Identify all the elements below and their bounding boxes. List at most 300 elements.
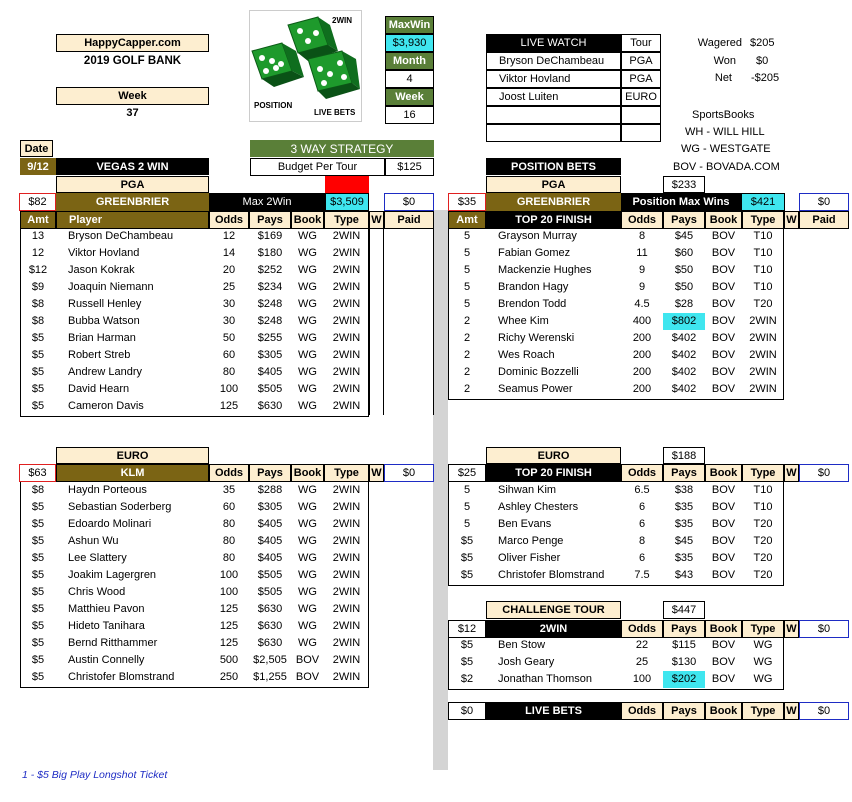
cell-type: T10 — [753, 264, 773, 276]
cell-amt: 5 — [463, 281, 471, 293]
cell-pays: $169 — [257, 230, 283, 242]
player-name: Jason Kokrak — [68, 264, 135, 276]
cell-w[interactable] — [369, 296, 384, 313]
cell-amt: $5 — [460, 639, 474, 651]
col-header-odds: Odds — [621, 702, 663, 720]
cell-type: T10 — [753, 247, 773, 259]
col-header-odds: Odds — [209, 464, 249, 482]
cell-odds: 6 — [638, 518, 646, 530]
cell-type: 2WIN — [332, 264, 361, 276]
cell-amt: $5 — [31, 586, 45, 598]
cell-type: T10 — [753, 484, 773, 496]
cell-amt: $8 — [31, 315, 45, 327]
col-header-w: W — [784, 620, 799, 638]
player-name: Mackenzie Hughes — [498, 264, 592, 276]
live-bets-paid-total: $0 — [799, 702, 849, 720]
cell-book: BOV — [711, 535, 736, 547]
cell-paid[interactable] — [384, 228, 434, 245]
cell-amt: $5 — [31, 654, 45, 666]
col-header-type: Type — [742, 620, 784, 638]
cell-pays: $45 — [674, 535, 694, 547]
dice-label-2win: 2WIN — [332, 16, 352, 25]
player-name: Lee Slattery — [68, 552, 127, 564]
cell-pays: $115 — [672, 639, 696, 651]
cell-pays: $288 — [257, 484, 283, 496]
cell-book: BOV — [711, 383, 736, 395]
cell-odds: 9 — [638, 264, 646, 276]
cell-odds: 20 — [222, 264, 236, 276]
cell-amt: $5 — [460, 535, 474, 547]
player-name: Brian Harman — [68, 332, 136, 344]
cell-amt: 2 — [463, 366, 471, 378]
cell-book: BOV — [711, 639, 736, 651]
col-header-w: W — [369, 211, 384, 229]
cell-w[interactable] — [369, 364, 384, 381]
cell-pays: $130 — [671, 656, 697, 668]
pga-position-tour-total: $233 — [663, 176, 705, 193]
col-header-paid: Paid — [799, 211, 849, 229]
strategy-title: 3 WAY STRATEGY — [250, 140, 434, 157]
cell-book: WG — [298, 383, 317, 395]
cell-type: 2WIN — [749, 332, 777, 344]
cell-odds: 60 — [222, 349, 236, 361]
player-name: Hideto Tanihara — [68, 620, 145, 632]
euro-position-tour: EURO — [486, 447, 621, 464]
cell-book: WG — [298, 366, 317, 378]
cell-pays: $630 — [257, 620, 283, 632]
cell-book: WG — [298, 535, 317, 547]
maxwin-week-label: Week — [385, 88, 434, 106]
cell-book: WG — [298, 298, 317, 310]
col-header-w: W — [784, 464, 799, 482]
cell-amt: 13 — [31, 230, 45, 242]
cell-book: WG — [298, 349, 317, 361]
cell-book: BOV — [711, 298, 736, 310]
cell-paid[interactable] — [384, 381, 434, 398]
cell-pays: $2,505 — [253, 654, 287, 666]
player-name: Marco Penge — [498, 535, 564, 547]
cell-odds: 100 — [219, 586, 239, 598]
cell-amt: $5 — [31, 552, 45, 564]
net-label: Net — [714, 72, 732, 84]
cell-book: BOV — [295, 654, 320, 666]
player-name: Christofer Blomstrand — [498, 569, 605, 581]
cell-pays: $305 — [257, 349, 283, 361]
cell-paid[interactable] — [384, 262, 434, 279]
live-watch-player — [486, 124, 621, 142]
footnote: 1 - $5 Big Play Longshot Ticket — [22, 769, 168, 781]
cell-type: T20 — [753, 298, 773, 310]
cell-book: WG — [298, 247, 317, 259]
cell-amt: $5 — [460, 552, 474, 564]
cell-w[interactable] — [369, 262, 384, 279]
player-name: Seamus Power — [498, 383, 573, 395]
cell-type: 2WIN — [332, 654, 361, 666]
cell-pays: $802 — [663, 313, 705, 330]
cell-type: 2WIN — [332, 586, 361, 598]
cell-book: BOV — [711, 656, 736, 668]
cell-odds: 100 — [219, 569, 239, 581]
wagered-label: Wagered — [697, 37, 742, 49]
cell-type: 2WIN — [749, 383, 777, 395]
player-name: Ashley Chesters — [498, 501, 579, 513]
cell-w[interactable] — [369, 228, 384, 245]
euro-position-total: $25 — [448, 464, 486, 482]
cell-w[interactable] — [369, 279, 384, 296]
cell-type: WG — [753, 656, 773, 668]
maxwin-week-value: 16 — [385, 106, 434, 124]
cell-odds: 250 — [219, 671, 239, 683]
cell-book: BOV — [711, 247, 736, 259]
cell-type: 2WIN — [332, 281, 361, 293]
cell-amt: 2 — [463, 332, 471, 344]
cell-type: 2WIN — [332, 671, 361, 683]
player-name: Russell Henley — [68, 298, 142, 310]
cell-odds: 6 — [638, 552, 646, 564]
cell-odds: 14 — [222, 247, 236, 259]
player-name: Bernd Ritthammer — [68, 637, 158, 649]
cell-book: WG — [298, 281, 317, 293]
player-name: Josh Geary — [498, 656, 555, 668]
euro-position-paid-total: $0 — [799, 464, 849, 482]
cell-amt: 12 — [31, 247, 45, 259]
cell-pays: $402 — [671, 332, 697, 344]
cell-type: T20 — [753, 569, 773, 581]
col-header-type: Type — [742, 702, 784, 720]
cell-book: WG — [298, 586, 317, 598]
player-name: Chris Wood — [68, 586, 126, 598]
cell-paid[interactable] — [384, 347, 434, 364]
col-header-odds: Odds — [621, 211, 663, 229]
cell-amt: $5 — [31, 603, 45, 615]
cell-pays: $35 — [674, 518, 694, 530]
player-name: Andrew Landry — [68, 366, 142, 378]
cell-odds: 25 — [635, 656, 649, 668]
cell-type: 2WIN — [749, 315, 777, 327]
cell-type: 2WIN — [749, 366, 777, 378]
section-subheader: TOP 20 FINISH — [486, 464, 621, 482]
player-name: Viktor Hovland — [68, 247, 140, 259]
cell-amt: $8 — [31, 484, 45, 496]
col-header-pays: Pays — [249, 211, 291, 229]
cell-type: T10 — [753, 501, 773, 513]
euro-tour-label: EURO — [56, 447, 209, 464]
cell-pays: $630 — [257, 637, 283, 649]
col-header-book: Book — [291, 211, 324, 229]
die-icon — [252, 43, 304, 87]
cell-amt: $5 — [31, 501, 45, 513]
cell-book: WG — [298, 230, 317, 242]
cell-type: 2WIN — [332, 349, 361, 361]
cell-odds: 125 — [219, 603, 239, 615]
col-header-amt: Amt — [448, 211, 486, 229]
cell-amt: $5 — [31, 332, 45, 344]
sportsbook-wg: WG - WESTGATE — [681, 143, 771, 155]
sportsbooks-title: SportsBooks — [692, 109, 755, 121]
cell-pays: $60 — [674, 247, 694, 259]
cell-odds: 50 — [222, 332, 236, 344]
cell-amt: 2 — [463, 383, 471, 395]
player-name: Richy Werenski — [498, 332, 575, 344]
live-watch-tour — [621, 124, 661, 142]
challenge-tour-total: $447 — [663, 601, 705, 619]
player-name: Edoardo Molinari — [68, 518, 152, 530]
cell-pays: $50 — [674, 264, 694, 276]
cell-type: 2WIN — [332, 400, 361, 412]
cell-paid[interactable] — [384, 279, 434, 296]
live-watch-tour: PGA — [621, 52, 661, 70]
col-header-pays: Pays — [663, 702, 705, 720]
cell-book: WG — [298, 552, 317, 564]
cell-book: BOV — [711, 264, 736, 276]
cell-amt: 5 — [463, 518, 471, 530]
dice-label-live: LIVE BETS — [314, 108, 356, 117]
cell-book: WG — [298, 603, 317, 615]
cell-odds: 6 — [638, 501, 646, 513]
player-name: Whee Kim — [498, 315, 549, 327]
budget-label: Budget Per Tour — [250, 158, 385, 176]
cell-odds: 8 — [638, 230, 646, 242]
cell-odds: 6.5 — [634, 484, 650, 496]
cell-amt: 5 — [463, 230, 471, 242]
player-name: Ben Evans — [498, 518, 552, 530]
cell-pays: $202 — [663, 671, 705, 688]
cell-book: BOV — [711, 552, 736, 564]
cell-book: WG — [298, 569, 317, 581]
cell-pays: $630 — [257, 603, 283, 615]
cell-type: 2WIN — [332, 603, 361, 615]
cell-odds: 4.5 — [634, 298, 650, 310]
player-name: Christofer Blomstrand — [68, 671, 175, 683]
player-name: Jonathan Thomson — [498, 673, 592, 685]
col-header-book: Book — [705, 464, 742, 482]
player-name: Brandon Hagy — [498, 281, 569, 293]
cell-odds: 22 — [635, 639, 649, 651]
cell-book: BOV — [711, 281, 736, 293]
cell-type: 2WIN — [332, 620, 361, 632]
cell-type: 2WIN — [332, 501, 361, 513]
challenge-paid-total: $0 — [799, 620, 849, 638]
cell-book: WG — [298, 400, 317, 412]
col-header-book: Book — [705, 211, 742, 229]
cell-pays: $248 — [257, 298, 283, 310]
wagered-value: $205 — [750, 37, 775, 49]
player-name: Wes Roach — [498, 349, 555, 361]
col-header-book: Book — [291, 464, 324, 482]
cell-type: WG — [753, 639, 773, 651]
cell-pays: $234 — [257, 281, 283, 293]
cell-odds: 12 — [222, 230, 236, 242]
col-header-odds: Odds — [209, 211, 249, 229]
live-watch-tour — [621, 106, 661, 124]
cell-odds: 200 — [632, 366, 652, 378]
live-watch-player: Bryson DeChambeau — [486, 52, 621, 70]
player-name: David Hearn — [68, 383, 130, 395]
maxwin-value: $3,930 — [385, 34, 434, 52]
cell-pays: $248 — [257, 315, 283, 327]
cell-w[interactable] — [369, 313, 384, 330]
vegas-title: VEGAS 2 WIN — [56, 158, 209, 175]
col-header-paid: Paid — [384, 211, 434, 229]
col-header-type: Type — [742, 464, 784, 482]
cell-odds: 100 — [632, 673, 652, 685]
cell-pays: $28 — [674, 298, 694, 310]
cell-pays: $35 — [674, 501, 694, 513]
col-header-book: Book — [705, 702, 742, 720]
player-name: Matthieu Pavon — [68, 603, 145, 615]
cell-paid[interactable] — [384, 245, 434, 262]
pga-2win-event: GREENBRIER — [56, 193, 209, 211]
col-header-w: W — [784, 702, 799, 720]
cell-odds: 35 — [222, 484, 236, 496]
cell-type: 2WIN — [332, 383, 361, 395]
cell-type: T20 — [753, 552, 773, 564]
cell-book: WG — [298, 484, 317, 496]
player-name: Grayson Murray — [498, 230, 577, 242]
player-name: Sihwan Kim — [498, 484, 557, 496]
cell-pays: $38 — [674, 484, 694, 496]
player-name: Ashun Wu — [68, 535, 119, 547]
cell-odds: 80 — [222, 518, 236, 530]
cell-type: 2WIN — [332, 247, 361, 259]
cell-odds: 8 — [638, 535, 646, 547]
cell-type: 2WIN — [332, 637, 361, 649]
cell-book: BOV — [295, 671, 320, 683]
col-header-w: W — [784, 211, 799, 229]
player-name: Haydn Porteous — [68, 484, 147, 496]
cell-amt: $5 — [31, 535, 45, 547]
cell-book: BOV — [711, 518, 736, 530]
cell-pays: $50 — [674, 281, 694, 293]
cell-amt: $5 — [31, 518, 45, 530]
cell-amt: 5 — [463, 298, 471, 310]
cell-type: 2WIN — [332, 298, 361, 310]
cell-w[interactable] — [369, 347, 384, 364]
cell-pays: $405 — [257, 535, 283, 547]
cell-pays: $1,255 — [253, 671, 287, 683]
cell-amt: $5 — [31, 383, 45, 395]
cell-paid[interactable] — [384, 398, 434, 415]
cell-type: 2WIN — [332, 552, 361, 564]
cell-amt: $5 — [31, 400, 45, 412]
player-name: Fabian Gomez — [498, 247, 571, 259]
player-name: Brendon Todd — [498, 298, 567, 310]
pga-max-value: $3,509 — [325, 193, 369, 211]
challenge-total: $12 — [448, 620, 486, 638]
cell-odds: 500 — [219, 654, 239, 666]
section-subheader: 2WIN — [486, 620, 621, 638]
pga-2win-total: $82 — [19, 193, 56, 211]
cell-paid[interactable] — [384, 296, 434, 313]
cell-amt: 5 — [463, 264, 471, 276]
live-watch-header: LIVE WATCH — [486, 34, 621, 52]
cell-book: BOV — [711, 349, 736, 361]
cell-book: WG — [298, 518, 317, 530]
sportsbook-wh: WH - WILL HILL — [685, 126, 765, 138]
cell-odds: 80 — [222, 535, 236, 547]
cell-type: 2WIN — [332, 518, 361, 530]
live-watch-tour-header: Tour — [621, 34, 661, 52]
col-header-player: Player — [56, 211, 209, 229]
cell-amt: $5 — [460, 569, 474, 581]
column-divider — [433, 210, 448, 770]
cell-amt: $5 — [31, 671, 45, 683]
player-name: Joakim Lagergren — [68, 569, 157, 581]
cell-pays: $405 — [257, 366, 283, 378]
live-bets-title: LIVE BETS — [486, 702, 621, 720]
cell-paid[interactable] — [384, 313, 434, 330]
player-name: Dominic Bozzelli — [498, 366, 579, 378]
position-title: POSITION BETS — [486, 158, 621, 175]
cell-type: 2WIN — [332, 230, 361, 242]
col-header-odds: Odds — [621, 464, 663, 482]
cell-book: BOV — [711, 484, 736, 496]
cell-w[interactable] — [369, 330, 384, 347]
die-icon — [308, 51, 360, 99]
red-flag-cell — [325, 176, 369, 194]
col-header-pays: Pays — [249, 464, 291, 482]
euro-2win-total: $63 — [19, 464, 56, 482]
player-name: Bubba Watson — [68, 315, 140, 327]
player-name: Joaquin Niemann — [68, 281, 154, 293]
cell-amt: $5 — [460, 656, 474, 668]
cell-book: BOV — [711, 366, 736, 378]
cell-w[interactable] — [369, 381, 384, 398]
cell-book: BOV — [711, 673, 736, 685]
cell-amt: $8 — [31, 298, 45, 310]
section-subheader: TOP 20 FINISH — [486, 211, 621, 229]
cell-paid[interactable] — [384, 364, 434, 381]
cell-pays: $255 — [257, 332, 283, 344]
cell-paid[interactable] — [384, 330, 434, 347]
cell-odds: 125 — [219, 637, 239, 649]
cell-amt: $5 — [31, 620, 45, 632]
month-label: Month — [385, 52, 434, 70]
cell-w[interactable] — [369, 398, 384, 415]
cell-amt: $5 — [31, 637, 45, 649]
cell-odds: 200 — [632, 349, 652, 361]
col-header-pays: Pays — [663, 211, 705, 229]
col-header-type: Type — [742, 211, 784, 229]
cell-odds: 100 — [219, 383, 239, 395]
live-watch-player: Viktor Hovland — [486, 70, 621, 88]
cell-pays: $505 — [257, 586, 283, 598]
cell-type: 2WIN — [332, 535, 361, 547]
cell-book: BOV — [711, 569, 736, 581]
col-header-w: W — [369, 464, 384, 482]
cell-odds: 11 — [636, 247, 648, 259]
cell-type: T20 — [753, 535, 773, 547]
pga-position-total: $35 — [448, 193, 486, 211]
cell-odds: 125 — [219, 400, 239, 412]
cell-book: WG — [298, 620, 317, 632]
cell-w[interactable] — [369, 245, 384, 262]
cell-odds: 25 — [222, 281, 236, 293]
col-header-type: Type — [324, 211, 369, 229]
player-name: Oliver Fisher — [498, 552, 561, 564]
cell-book: BOV — [711, 501, 736, 513]
cell-book: WG — [298, 332, 317, 344]
brand-label: HappyCapper.com — [56, 34, 209, 52]
position-max-value: $421 — [741, 193, 785, 211]
dice-label-position: POSITION — [254, 101, 293, 110]
maxwin-label: MaxWin — [385, 16, 434, 34]
cell-odds: 400 — [632, 315, 652, 327]
cell-amt: 5 — [463, 247, 471, 259]
live-bets-total: $0 — [448, 702, 486, 720]
cell-odds: 60 — [222, 501, 236, 513]
cell-type: 2WIN — [332, 366, 361, 378]
